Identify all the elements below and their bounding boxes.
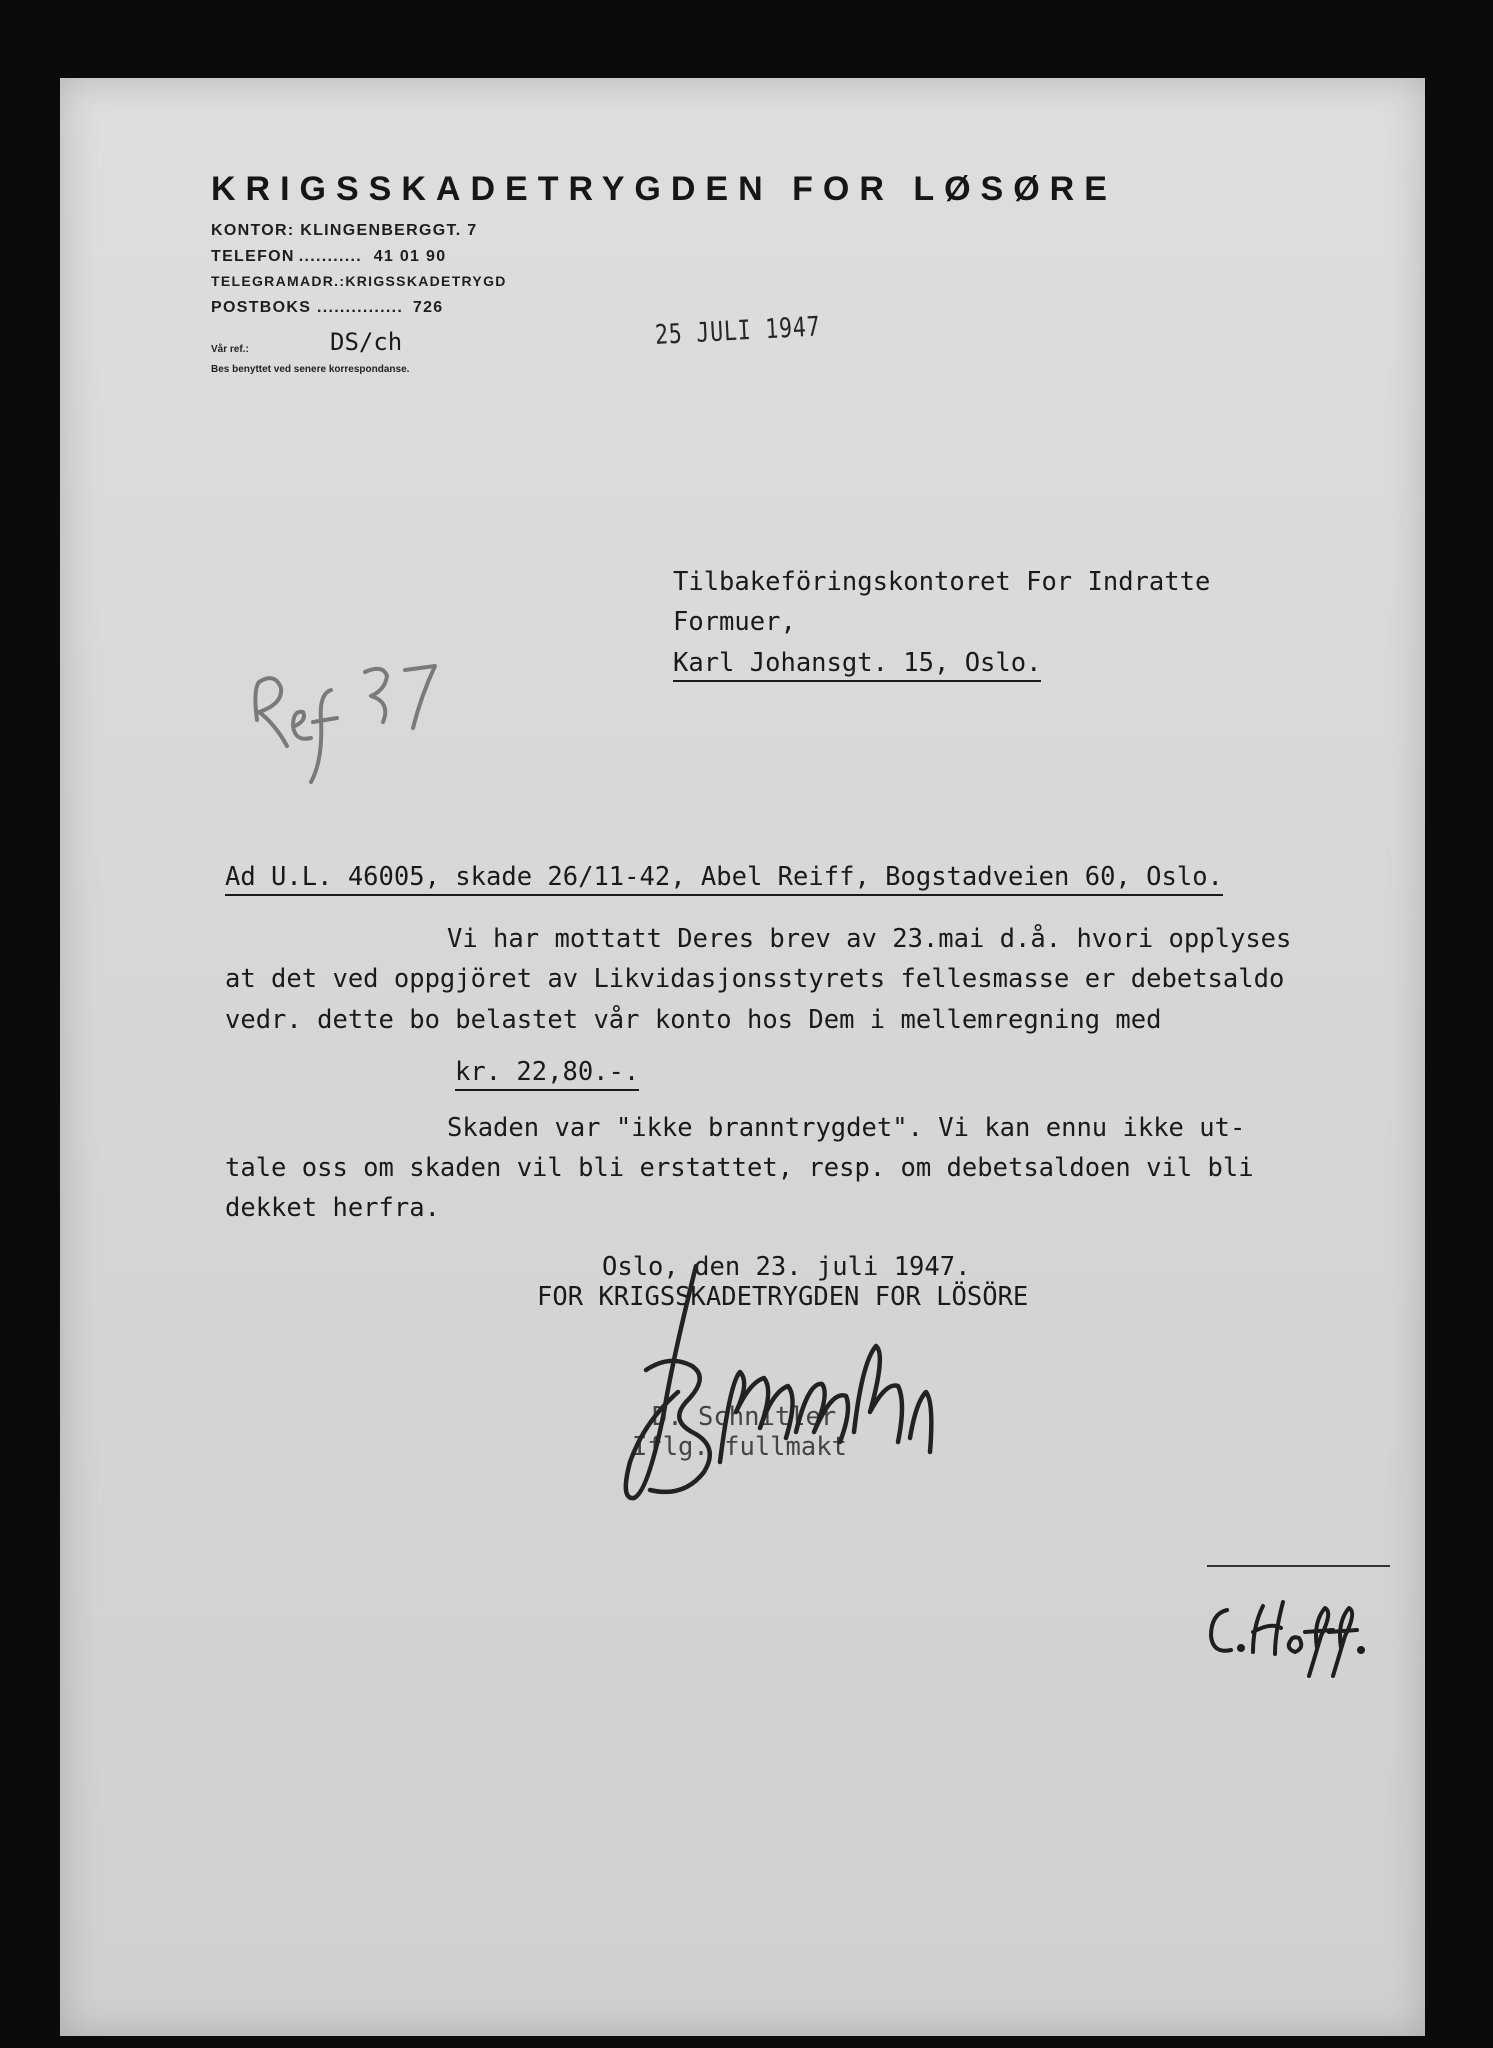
var-ref-label: Vår ref.: <box>211 344 249 355</box>
margin-note-handwriting <box>245 650 445 790</box>
letterhead-kontor: KONTOR: KLINGENBERGGT. 7 <box>211 222 478 239</box>
signature <box>600 1262 980 1522</box>
letterhead-postboks: POSTBOKS ............... 726 <box>211 299 444 316</box>
closing-authority: Iflg. fullmakt <box>632 1432 847 1462</box>
body-p2-line-1: Skaden var "ikke branntrygdet". Vi kan ennu ikke ut- <box>447 1113 1246 1143</box>
var-ref-value: DS/ch <box>330 328 403 356</box>
body-p1-line-2: at det ved oppgjöret av Likvidasjonsstyrets fellesmasse er debetsaldo <box>225 964 1285 994</box>
date-stamp: 25 JULI 1947 <box>654 311 822 351</box>
body-p2-line-2: tale oss om skaden vil bli erstattet, resp. om debetsaldoen vil bli <box>225 1153 1254 1183</box>
closing-signer: D. Schnitler <box>652 1402 837 1432</box>
letterhead-telefon: TELEFON ........... 41 01 90 <box>211 248 447 265</box>
recipient-line-2: Formuer, <box>673 607 796 637</box>
initials-rule <box>1207 1565 1390 1567</box>
amount: kr. 22,80.-. <box>455 1057 639 1091</box>
recipient-line-1: Tilbakeföringskontoret For Indratte <box>673 567 1211 597</box>
body-p1-line-3: vedr. dette bo belastet vår konto hos Dem i mellemregning med <box>225 1005 1162 1035</box>
subject-line: Ad U.L. 46005, skade 26/11-42, Abel Reiff, Bogstadveien 60, Oslo. <box>225 862 1223 896</box>
ref-note: Bes benyttet ved senere korrespondanse. <box>211 364 410 375</box>
letterhead-org: KRIGSSKADETRYGDEN FOR LØSØRE <box>211 170 1117 208</box>
body-p2-line-3: dekket herfra. <box>225 1193 440 1223</box>
closing-org: FOR KRIGSSKADETRYGDEN FOR LÖSÖRE <box>537 1282 1029 1312</box>
body-p1-line-1: Vi har mottatt Deres brev av 23.mai d.å. hvori opplyses <box>447 924 1292 954</box>
closing-place-date: Oslo, den 23. juli 1947. <box>602 1252 971 1282</box>
initials-handwriting <box>1205 1592 1365 1682</box>
letterhead-telegram: TELEGRAMADR.:KRIGSSKADETRYGD <box>211 273 507 289</box>
recipient-line-3: Karl Johansgt. 15, Oslo. <box>673 648 1041 682</box>
